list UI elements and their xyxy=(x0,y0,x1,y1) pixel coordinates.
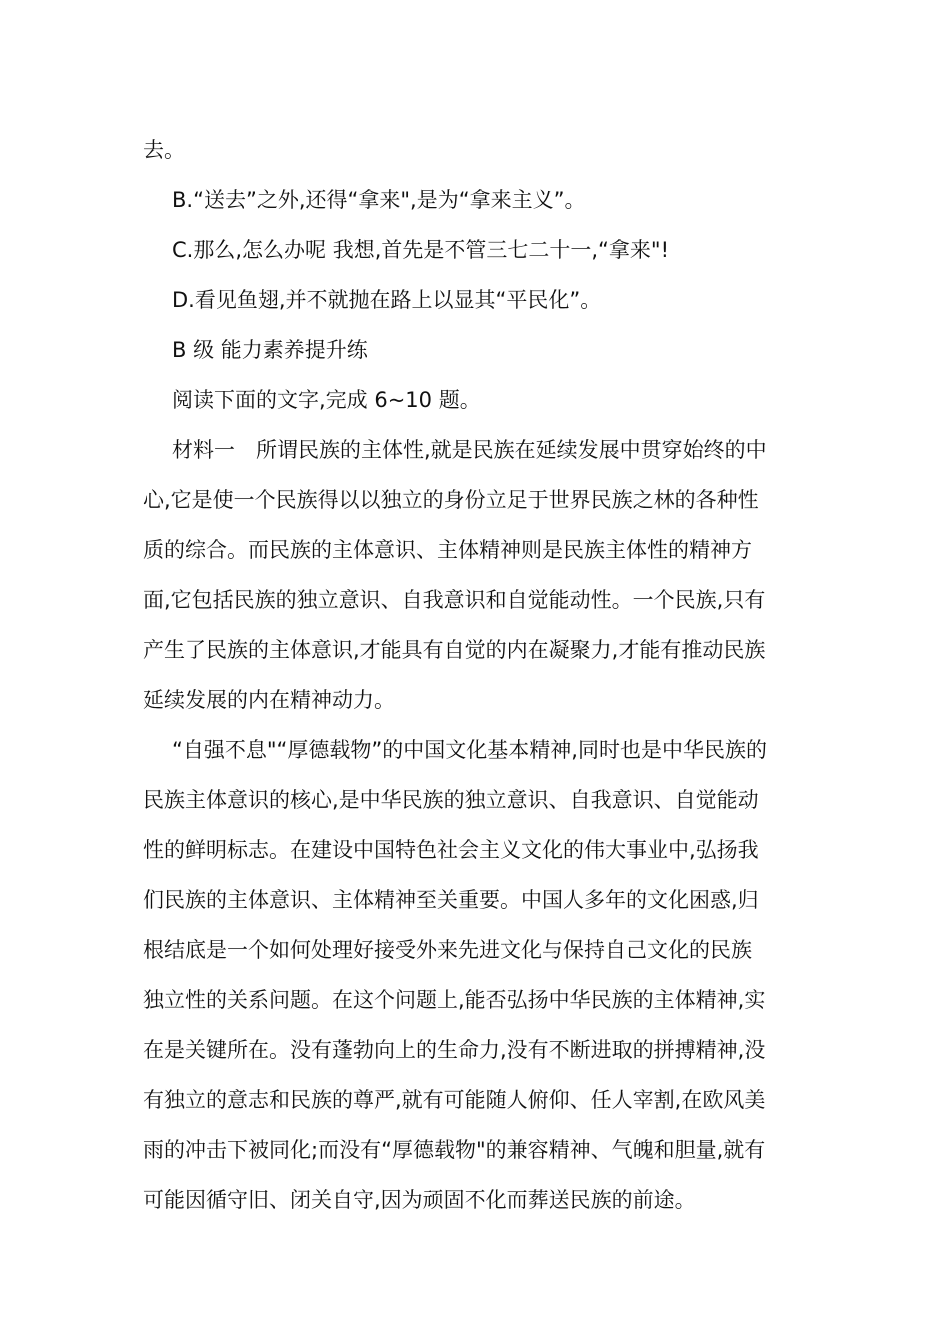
reading-instruction: 阅读下面的文字,完成 6~10 题。 xyxy=(172,388,481,412)
material-one-line-3: 质的综合。而民族的主体意识、主体精神则是民族主体性的精神方 xyxy=(143,538,752,562)
paragraph-two-line-10: 可能因循守旧、闭关自守,因为顽固不化而葬送民族的前途。 xyxy=(143,1188,696,1212)
paragraph-two-line-8: 有独立的意志和民族的尊严,就有可能随人俯仰、任人宰割,在欧风美 xyxy=(143,1088,766,1112)
paragraph-two-line-3: 性的鲜明标志。在建设中国特色社会主义文化的伟大事业中,弘扬我 xyxy=(143,838,759,862)
material-one-line-6: 延续发展的内在精神动力。 xyxy=(143,688,395,712)
paragraph-two-line-5: 根结底是一个如何处理好接受外来先进文化与保持自己文化的民族 xyxy=(143,938,752,962)
section-heading: B 级 能力素养提升练 xyxy=(172,338,368,362)
paragraph-two-line-1: “自强不息"“厚德载物”的中国文化基本精神,同时也是中华民族的 xyxy=(172,738,767,762)
paragraph-two-line-6: 独立性的关系问题。在这个问题上,能否弘扬中华民族的主体精神,实 xyxy=(143,988,766,1012)
paragraph-two-line-9: 雨的冲击下被同化;而没有“厚德载物"的兼容精神、气魄和胆量,就有 xyxy=(143,1138,766,1162)
option-b: B.“送去”之外,还得“拿来",是为“拿来主义”。 xyxy=(172,188,586,212)
material-one-line-2: 心,它是使一个民族得以以独立的身份立足于世界民族之林的各种性 xyxy=(143,488,759,512)
material-one-line-4: 面,它包括民族的独立意识、自我意识和自觉能动性。一个民族,只有 xyxy=(143,588,766,612)
paragraph-two-line-2: 民族主体意识的核心,是中华民族的独立意识、自我意识、自觉能动 xyxy=(143,788,759,812)
text-line-1: 去。 xyxy=(143,138,185,162)
option-d: D.看见鱼翅,并不就抛在路上以显其“平民化”。 xyxy=(172,288,602,312)
option-c: C.那么,怎么办呢 我想,首先是不管三七二十一,“拿来"! xyxy=(172,238,669,262)
paragraph-two-line-4: 们民族的主体意识、主体精神至关重要。中国人多年的文化困惑,归 xyxy=(143,888,759,912)
material-one-line-1: 材料一 所谓民族的主体性,就是民族在延续发展中贯穿始终的中 xyxy=(172,438,767,462)
material-one-line-5: 产生了民族的主体意识,才能具有自觉的内在凝聚力,才能有推动民族 xyxy=(143,638,766,662)
paragraph-two-line-7: 在是关键所在。没有蓬勃向上的生命力,没有不断进取的拼搏精神,没 xyxy=(143,1038,766,1062)
